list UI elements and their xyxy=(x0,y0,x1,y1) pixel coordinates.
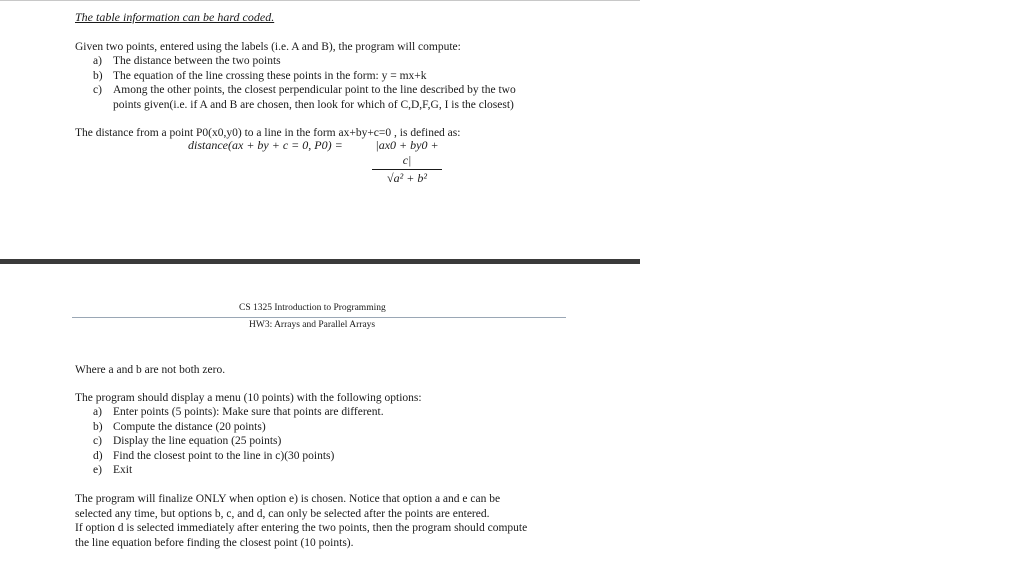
final-line: If option d is selected immediately after entering the two points, then the program should compute xyxy=(75,522,528,535)
formula-numerator: |ax0 + by0 + c| xyxy=(372,138,442,170)
final-line: The program will finalize ONLY when option e) is chosen. Notice that option a and e can be xyxy=(75,493,501,505)
list-item: c) Display the line equation (25 points) xyxy=(93,435,282,448)
list-item: e) Exit xyxy=(93,464,133,477)
list-item: a) Enter points (5 points): Make sure that points are different. xyxy=(93,406,384,418)
course-header: CS 1325 Introduction to Programming xyxy=(239,303,386,313)
menu-intro: The program should display a menu (10 points) with the following options: xyxy=(75,392,422,404)
distance-intro: The distance from a point P0(x0,y0) to a line in the form ax+by+c=0 , is defined as: xyxy=(75,127,461,139)
list-item: b) Compute the distance (20 points) xyxy=(93,420,266,433)
intro-text: Given two points, entered using the labels (i.e. A and B), the program will compute: xyxy=(75,41,461,53)
hw-header: HW3: Arrays and Parallel Arrays xyxy=(249,320,376,330)
compute-list xyxy=(75,54,516,112)
page-divider xyxy=(0,259,640,264)
header-rule xyxy=(72,317,566,318)
list-item: b) The equation of the line crossing these points in the form: y = mx+k xyxy=(93,69,427,82)
list-item: points given(i.e. if A and B are chosen, then look for which of C,D,F,G, I is the closest) xyxy=(113,98,514,111)
list-item: a) The distance between the two points xyxy=(93,55,281,67)
formula-denominator: √a² + b² xyxy=(387,171,427,185)
where-text: Where a and b are not both zero. xyxy=(75,364,226,376)
formula-lhs: distance(ax + by + c = 0, P0) = xyxy=(188,138,343,152)
final-line: the line equation before finding the closest point (10 points). xyxy=(75,536,354,549)
final-line: selected any time, but options b, c, and d, can only be selected after the points are entered. xyxy=(75,507,490,520)
list-item: c) Among the other points, the closest perpendicular point to the line described by the two xyxy=(93,84,516,97)
menu-list xyxy=(75,405,384,478)
final-paragraph xyxy=(75,492,575,550)
top-border xyxy=(0,0,640,1)
list-item: d) Find the closest point to the line in c)(30 points) xyxy=(93,449,335,462)
note-heading: The table information can be hard coded. xyxy=(75,10,275,24)
formula-fraction xyxy=(372,138,442,186)
